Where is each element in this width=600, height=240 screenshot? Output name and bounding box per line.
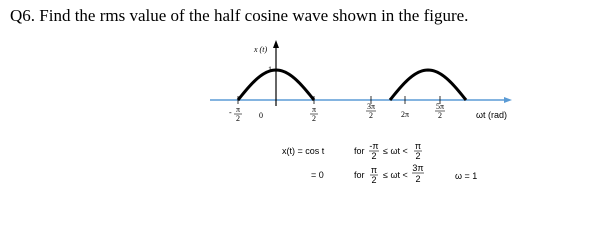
half-cosine-lobe-2 (390, 70, 466, 100)
lower-bound-den: 2 (371, 175, 377, 185)
definition-row-1 (282, 141, 422, 161)
question-text: Q6. Find the rms value of the half cosine wave shown in the figure. (10, 6, 469, 25)
definition-for: for (354, 170, 365, 180)
lower-bound-num: -π (369, 141, 379, 151)
x-axis-label: ωt (rad) (476, 110, 508, 120)
tick-label-5pi-2 (435, 102, 445, 120)
definition-lhs: = 0 (311, 170, 324, 180)
tick-label-numerator: 3π (366, 102, 376, 111)
tick-label-denominator: 2 (369, 111, 373, 120)
tick-label-zero: 0 (259, 111, 263, 120)
tick-label-2pi: 2π (400, 110, 410, 119)
tick-label-denominator: 2 (438, 111, 442, 120)
upper-bound-den: 2 (415, 151, 421, 161)
tick-label-numerator: π (311, 105, 317, 114)
y-axis-label: x (t) (254, 45, 268, 54)
definition-for: for (354, 146, 365, 156)
definition-relation: ≤ ωt < (383, 170, 408, 180)
upper-bound-num: 3π (412, 163, 424, 173)
tick-label-denominator: 2 (236, 114, 240, 123)
upper-bound-den: 2 (415, 174, 421, 184)
tick-label-pi-2 (310, 105, 318, 123)
lower-bound-den: 2 (371, 151, 377, 161)
tick-label-sign: - (229, 108, 232, 117)
definition-row-2 (311, 163, 477, 185)
upper-bound-num: π (414, 141, 422, 151)
tick-label-numerator: π (235, 105, 241, 114)
tick-label-3pi-2 (366, 102, 376, 120)
definition-relation: ≤ ωt < (383, 146, 408, 156)
tick-label-numerator: 5π (435, 102, 445, 111)
x-axis-arrow-icon (504, 97, 512, 103)
tick-label-neg-pi-2 (229, 105, 242, 123)
lower-bound-num: π (370, 165, 378, 175)
y-axis-arrow-icon (273, 40, 279, 48)
omega-value: ω = 1 (455, 171, 478, 181)
tick-label-denominator: 2 (312, 114, 316, 123)
peak-value-label: 1 (268, 65, 272, 74)
definition-lhs: x(t) = cos t (282, 146, 325, 156)
